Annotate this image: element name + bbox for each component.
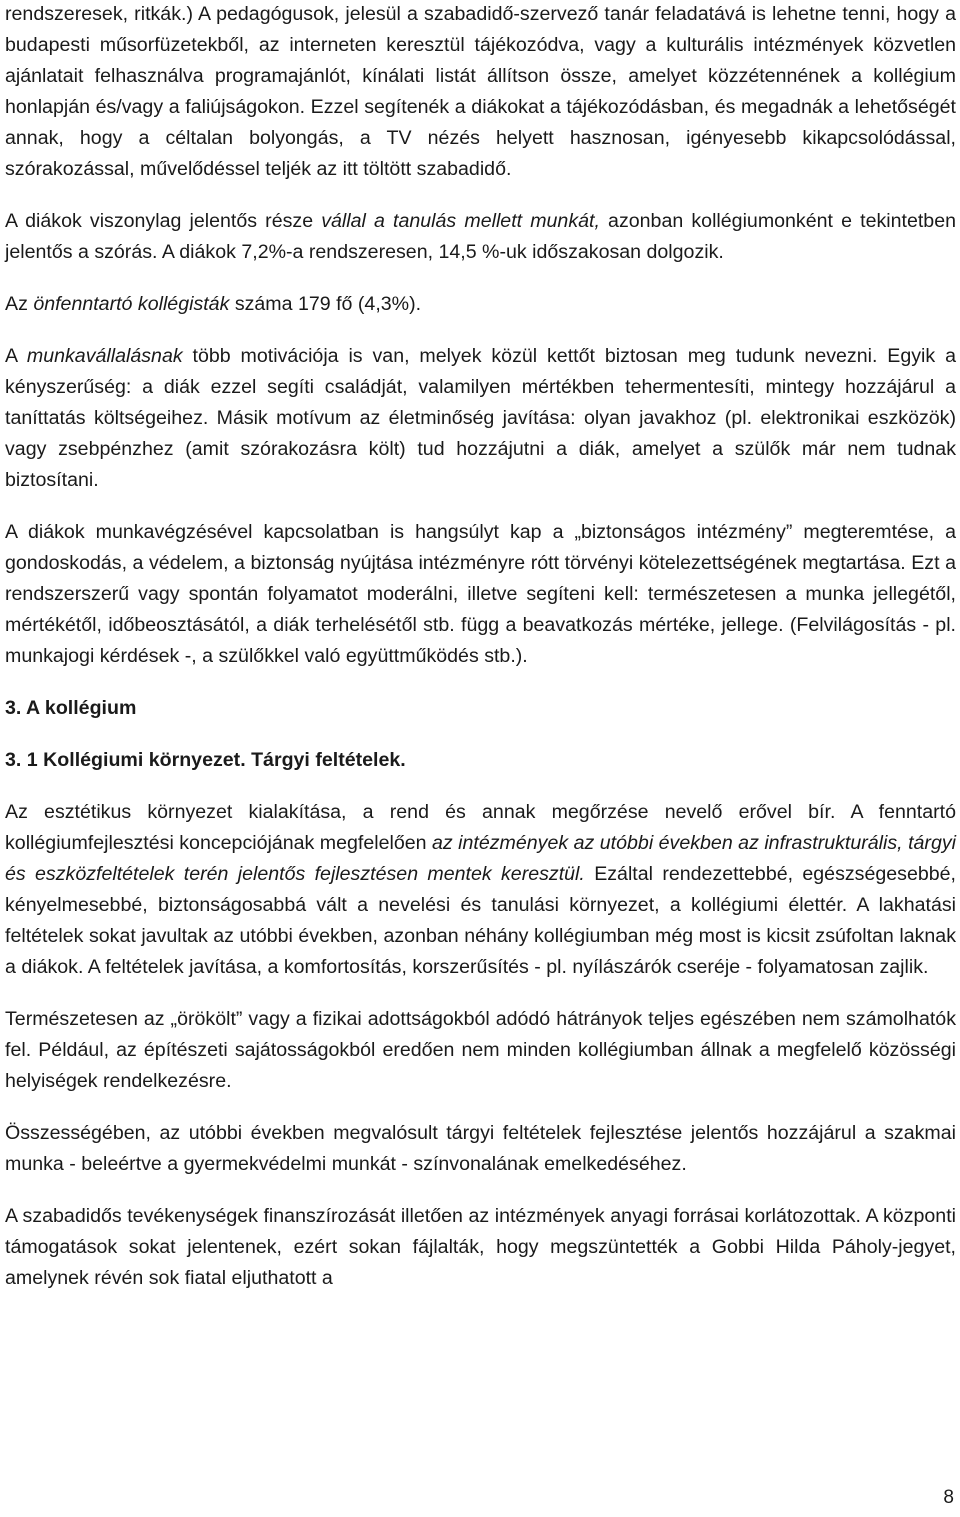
paragraph-inherited-disadvantages: Természetesen az „örökölt” vagy a fizikai adottságokból adódó hátrányok teljes egészében nem számolhatók fel. Például, az építészeti sajátosságokból eredően nem minden kollégiumban állnak a megfelelő közösségi helyiségek rendelkezésre. — [5, 1008, 956, 1092]
text-run: Ezáltal rendezettebbé, egészségesebbé, kényelmesebbé, biztonságosabbá vált a nevelési és tanulási környezet, a kollégiumi élettér. A lakhatási feltételek sokat javultak az utóbbi években, azonban néhány kollégiumban még most is kicsit zsúfoltan laknak a diákok. A feltételek javítása, a komfortosítás, korszerűsítés - pl. nyílászárók cseréje - folyamatosan zajlik. — [5, 863, 956, 978]
emphasis-text: vállal a tanulás mellett munkát, — [321, 210, 600, 232]
paragraph-safe-institution: A diákok munkavégzésével kapcsolatban is hangsúlyt kap a „biztonságos intézmény” megteremtése, a gondoskodás, a védelem, a biztonság nyújtása intézményre rótt törvényi kötelezettségének megtartása. Ezt a rendszerszerű vagy spontán folyamatot moderálni, illetve segíteni kell: természetesen a munka jellegétől, mértékétől, időbeosztásától, a diák terhelésétől stb. függ a beavatkozás mértéke, jellege. (Felvilágosítás - pl. munkajogi kérdések -, a szülőkkel való együttműködés stb.). — [5, 521, 956, 667]
paragraph-aesthetic-environment — [5, 797, 956, 983]
paragraph-work-motivation — [5, 341, 956, 496]
document-page — [5, 0, 956, 1315]
text-run: azonban kollégiumonként e tekintetben jelentős a szórás. A diákok 7,2%-a rendszeresen, 14,5 %-uk időszakosan dolgozik. — [5, 210, 956, 263]
section-heading: 3. A kollégium — [5, 697, 137, 719]
paragraph-free-time-programs: rendszeresek, ritkák.) A pedagógusok, jelesül a szabadidő-szervező tanár feladatává is lehetne tenni, hogy a budapesti műsorfüzetekből, az interneten keresztül tájékozódva, vagy a kulturális intézmények közvetlen ajánlatait felhasználva programajánlót, kínálati listát állítson össze, amelyet közzétennének a kollégium honlapján és/vagy a faliújságokon. Ezzel segítenék a diákokat a tájékozódásban, és megadnák a lehetőségét annak, hogy a céltalan bolyongás, a TV nézés helyett hasznosan, igényesebb kikapcsolódással, szórakozással, művelődéssel teljék az itt töltött szabadidő. — [5, 3, 956, 180]
emphasis-text: munkavállalásnak — [26, 345, 183, 367]
text-run: Az esztétikus környezet kialakítása, a rend és annak megőrzése nevelő erővel bír. A fenntartó kollégiumfejlesztési koncepciójának megfelelően — [5, 801, 956, 854]
text-run: több motivációja is van, melyek közül kettőt biztosan meg tudunk nevezni. Egyik a kényszerűség: a diák ezzel segíti családját, valamilyen mértékben tehermentesíti, mintegy hozzájárul a taníttatás költségeihez. Másik motívum az életminőség javítása: olyan javakhoz (pl. elektronikai eszközök) vagy zsebpénzhez (amit szórakozásra költ) tud hozzájutni a diák, amelyet a szülők már nem tudnak biztosítani. — [5, 345, 956, 491]
paragraph-financing: A szabadidős tevékenységek finanszírozását illetően az intézmények anyagi forrásai korlátozottak. A központi támogatások sokat jelentenek, ezért sokan fájlalták, hogy megszüntették a Gobbi Hilda Páholy-jegyet, amelynek révén sok fiatal eljuthatott a — [5, 1205, 956, 1289]
text-run: A diákok viszonylag jelentős része — [5, 210, 322, 232]
text-run: Az — [5, 293, 34, 315]
text-run: száma 179 fő (4,3%). — [229, 293, 422, 315]
text-run: A — [5, 345, 27, 367]
subsection-heading: 3. 1 Kollégiumi környezet. Tárgyi feltételek. — [5, 749, 406, 771]
paragraph-student-work — [5, 206, 956, 268]
emphasis-text: az intézmények az utóbbi években az infrastrukturális, tárgyi és eszközfeltételek terén jelentős fejlesztésen mentek keresztül. — [5, 832, 956, 885]
paragraph-summary: Összességében, az utóbbi években megvalósult tárgyi feltételek fejlesztése jelentős hozzájárul a szakmai munka - beleértve a gyermekvédelmi munkát - színvonalának emelkedéséhez. — [5, 1122, 956, 1175]
emphasis-text: önfenntartó kollégisták — [33, 293, 230, 315]
paragraph-self-supporting — [5, 289, 956, 320]
page-number: 8 — [943, 1487, 954, 1508]
